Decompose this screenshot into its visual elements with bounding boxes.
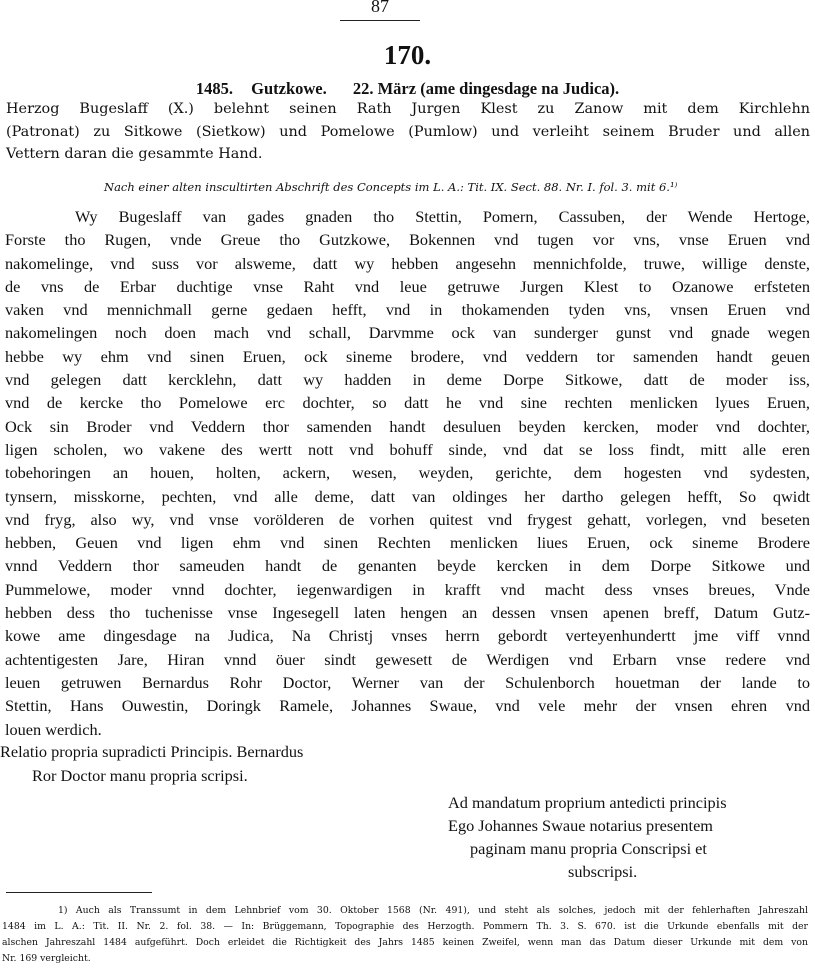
source-note: Nach einer alten inscultirten Abschrift des Concepts im L. A.: Tit. IX. Sect. 88. Nr. I. fol. 3. mit 6.¹⁾ xyxy=(104,180,678,194)
regest-line: Herzog Bugeslaff (X.) belehnt seinen Rath Jurgen Klest zu Zanow mit dem Kirchlehn xyxy=(6,101,810,117)
document-number: 170. xyxy=(383,40,432,70)
notary-line: subscripsi. xyxy=(568,862,638,881)
charter-line: hebben, Geuen vnd ligen ehm vnd sinen Rechten menlicken liues Eruen, ock sineme Brodere xyxy=(5,533,810,553)
footnote-line: 1484 im L. A.: Tit. II. Nr. 2. fol. 38. — In: Brüggemann, Topographie des Herzogth. Pommern Th. 3. S. 670. ist die Urkunde ebenfalls mit der xyxy=(2,921,808,932)
charter-line: louen werdich. xyxy=(5,719,102,739)
charter-line: tynsern, misskorne, pechten, vnd alle deme, datt van oldinges her dartho gelegen hefft, So qwidt xyxy=(5,486,810,506)
page-number: 87 xyxy=(371,0,389,16)
charter-line: nakomelinge, vnd suss vor alsweme, datt wy hebben angesehn mennichfolde, truwe, willige denste, xyxy=(5,253,810,273)
dateline-date: 22. März (ame dingesdage na Judica). xyxy=(352,79,620,98)
footnote-line: Nr. 169 vergleicht. xyxy=(2,953,91,964)
charter-line: Wy Bugeslaff van gades gnaden tho Stettin, Pomern, Cassuben, der Wende Hertoge, xyxy=(75,207,810,226)
charter-line: nakomelingen noch doen mach vnd schall, Darvmme ock van sunderger gunst vnd gnade wegen xyxy=(5,323,810,343)
charter-line: kowe ame dingesdage na Judica, Na Christj vnses herrn gebordt verteyenhundertt jme viff vnnd xyxy=(5,626,810,646)
notary-line: Ego Johannes Swaue notarius presentem xyxy=(448,816,713,835)
charter-line: vnd gelegen datt kercklehn, datt wy hadden in deme Dorpe Sitkowe, datt de moder iss, xyxy=(5,370,810,390)
relatio-line: Ror Doctor manu propria scripsi. xyxy=(32,765,248,785)
charter-line: achtentigesten Jare, Hiran vnnd öuer sindt gewesett de Werdigen vnd Erbarn vnse redere vnd xyxy=(5,649,810,669)
charter-line: vnd fryg, also wy, vnd vnse vorölderen de vorhen quitest vnd frygest gehatt, vorlegen, vnd beseten xyxy=(5,509,810,529)
charter-line: vnnd Veddern thor sameuden handt de genanten beyde kercken in dem Dorpe Sitkowe und xyxy=(5,556,810,576)
notary-line: Ad mandatum proprium antedicti principis xyxy=(448,793,727,812)
footnote-line: alschen Jahreszahl 1484 aufgeführt. Doch erleidet die Richtigkeit des Jahrs 1485 keinen Zweifel, wenn man das Datum dieser Urkunde mit dem von xyxy=(2,937,808,948)
charter-text xyxy=(5,205,810,741)
charter-line: leuen getruwen Bernardus Rohr Doctor, Werner van der Schulenborch houetman der lande to xyxy=(5,672,810,692)
relatio xyxy=(0,740,303,787)
page-number-block xyxy=(338,0,422,26)
regest-line: Vettern daran die gesammte Hand. xyxy=(6,146,263,162)
charter-line: de vns de Erbar duchtige vnse Raht vnd leue getruwe Jurgen Klest to Ozanowe erfsteten xyxy=(5,276,810,296)
dateline-year: 1485. xyxy=(195,79,233,98)
charter-line: vaken vnd mennichmall gerne gedaen hefft, vnd in thokamenden tyden vns, vnsen Eruen vnd xyxy=(5,300,810,320)
page-number-rule xyxy=(340,20,420,21)
charter-line: hebbe wy ehm vnd sinen Eruen, ock sineme brodere, vnd veddern tor samenden handt geuen xyxy=(5,346,810,366)
charter-line: Stettin, Hans Ouwestin, Doringk Ramele, Johannes Swaue, vnd vele mehr der vnsen ehren vnd xyxy=(5,696,810,716)
charter-line: vnd de kercke tho Pomelowe erc dochter, so datt he vnd sine rechten menlicken lyues Eruen, xyxy=(5,393,810,413)
regest xyxy=(6,98,810,166)
charter-line: Pummelowe, moder vnnd dochter, iegenwardigen in krafft vnd macht dess vnses breues, Vnde xyxy=(5,579,810,599)
charter-line: Ock sin Broder vnd Veddern thor samenden handt desuluen beyden kercken, moder vnd dochter, xyxy=(5,416,810,436)
charter-line: ligen scholen, wo vakene des wertt nott vnd bohuff sinde, vnd dat se loss findt, mitt alle eren xyxy=(5,439,810,459)
charter-line: tobehoringen an houen, holten, ackern, wesen, weyden, gerichte, dem hogesten vnd sydesten, xyxy=(5,463,810,483)
notary-subscription xyxy=(448,791,808,883)
dateline xyxy=(0,79,815,99)
regest-line: (Patronat) zu Sitkowe (Sietkow) und Pomelowe (Pumlow) und verleiht seinem Bruder und allen xyxy=(6,123,810,140)
charter-line: hebben dess tho tuchenisse vnse Ingesegell laten hengen an dessen vnsen apenen breff, Datum Gutz- xyxy=(5,603,810,623)
footnote-rule xyxy=(6,892,152,893)
charter-line: Forste tho Rugen, vnde Greue tho Gutzkowe, Bokennen vnd tugen vor vns, vnse Eruen vnd xyxy=(5,230,810,250)
notary-line: paginam manu propria Conscripsi et xyxy=(470,839,707,858)
footnote-line: 1) Auch als Transsumt in dem Lehnbrief vom 30. Oktober 1568 (Nr. 491), und steht als solches, jedoch mit der fehlerhaften Jahreszahl xyxy=(58,905,808,916)
footnote xyxy=(2,903,808,967)
dateline-place: Gutzkowe. xyxy=(251,79,327,98)
relatio-line: Relatio propria supradicti Principis. Bernardus xyxy=(0,742,304,761)
